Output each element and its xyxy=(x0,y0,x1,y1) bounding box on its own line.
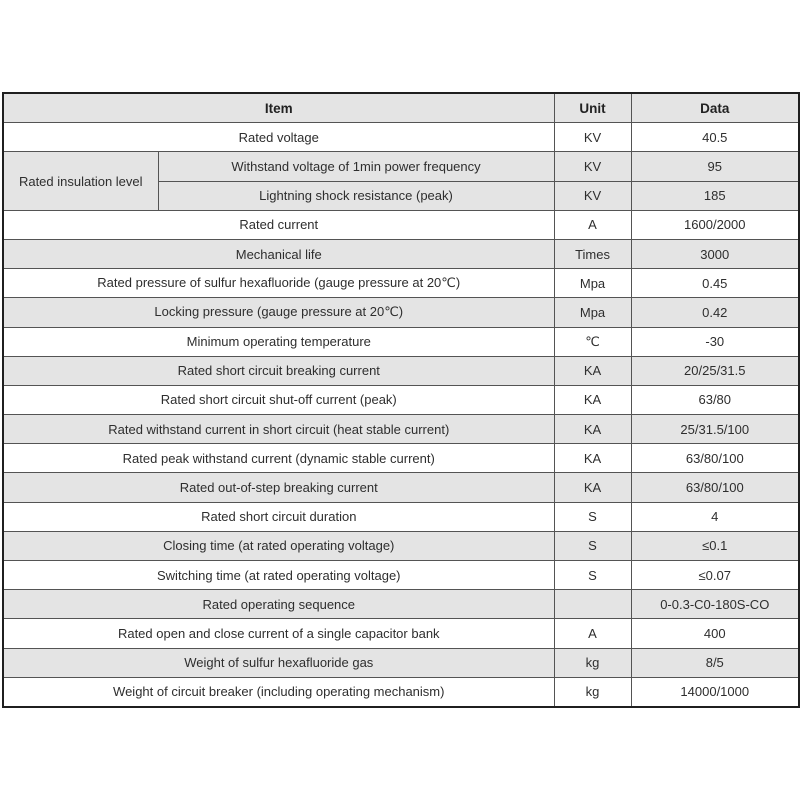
item-cell: Rated open and close current of a single capacitor bank xyxy=(3,619,554,648)
item-cell: Rated peak withstand current (dynamic stable current) xyxy=(3,444,554,473)
item-cell: Mechanical life xyxy=(3,239,554,268)
item-cell: Rated withstand current in short circuit (heat stable current) xyxy=(3,415,554,444)
item-cell: Rated short circuit shut-off current (peak) xyxy=(3,385,554,414)
data-cell: 14000/1000 xyxy=(631,677,799,707)
unit-cell: Times xyxy=(554,239,631,268)
table-row xyxy=(3,648,799,677)
table-header-row xyxy=(3,93,799,123)
unit-cell: Mpa xyxy=(554,269,631,298)
item-cell: Rated pressure of sulfur hexafluoride (gauge pressure at 20℃) xyxy=(3,269,554,298)
table-row xyxy=(3,415,799,444)
unit-cell xyxy=(554,590,631,619)
data-cell: -30 xyxy=(631,327,799,356)
unit-cell: S xyxy=(554,531,631,560)
unit-cell: kg xyxy=(554,677,631,707)
table-row xyxy=(3,531,799,560)
data-cell: 63/80/100 xyxy=(631,473,799,502)
item-cell: Rated operating sequence xyxy=(3,590,554,619)
item-cell: Locking pressure (gauge pressure at 20℃) xyxy=(3,298,554,327)
item-cell: Withstand voltage of 1min power frequency xyxy=(158,152,554,181)
item-cell: Rated short circuit duration xyxy=(3,502,554,531)
table-row xyxy=(3,385,799,414)
item-cell: Rated out-of-step breaking current xyxy=(3,473,554,502)
data-cell: 400 xyxy=(631,619,799,648)
data-cell: 3000 xyxy=(631,239,799,268)
data-cell: 0.42 xyxy=(631,298,799,327)
unit-cell: KA xyxy=(554,444,631,473)
unit-cell: KA xyxy=(554,385,631,414)
data-cell: 25/31.5/100 xyxy=(631,415,799,444)
data-cell: 0-0.3-C0-180S-CO xyxy=(631,590,799,619)
spec-table-container xyxy=(2,92,798,708)
table-row xyxy=(3,269,799,298)
insulation-group-label-cell: Rated insulation level xyxy=(3,152,158,210)
unit-cell: ℃ xyxy=(554,327,631,356)
unit-cell: KA xyxy=(554,473,631,502)
unit-cell: A xyxy=(554,210,631,239)
table-row xyxy=(3,473,799,502)
item-cell: Minimum operating temperature xyxy=(3,327,554,356)
unit-cell: KV xyxy=(554,181,631,210)
unit-cell: KA xyxy=(554,415,631,444)
data-cell: ≤0.1 xyxy=(631,531,799,560)
data-cell: ≤0.07 xyxy=(631,561,799,590)
data-cell: 20/25/31.5 xyxy=(631,356,799,385)
unit-cell: kg xyxy=(554,648,631,677)
table-row xyxy=(3,210,799,239)
header-data: Data xyxy=(631,93,799,123)
table-row xyxy=(3,298,799,327)
unit-cell: A xyxy=(554,619,631,648)
table-row xyxy=(3,619,799,648)
table-row xyxy=(3,561,799,590)
data-cell: 185 xyxy=(631,181,799,210)
table-row xyxy=(3,590,799,619)
header-item: Item xyxy=(3,93,554,123)
item-cell: Rated current xyxy=(3,210,554,239)
spec-table xyxy=(2,92,800,708)
unit-cell: KV xyxy=(554,123,631,152)
data-cell: 0.45 xyxy=(631,269,799,298)
table-row xyxy=(3,444,799,473)
table-row xyxy=(3,152,799,181)
item-cell: Closing time (at rated operating voltage) xyxy=(3,531,554,560)
unit-cell: KV xyxy=(554,152,631,181)
table-row xyxy=(3,239,799,268)
table-row xyxy=(3,123,799,152)
data-cell: 1600/2000 xyxy=(631,210,799,239)
data-cell: 95 xyxy=(631,152,799,181)
item-cell: Weight of circuit breaker (including operating mechanism) xyxy=(3,677,554,707)
data-cell: 4 xyxy=(631,502,799,531)
data-cell: 8/5 xyxy=(631,648,799,677)
item-cell: Rated voltage xyxy=(3,123,554,152)
item-cell: Weight of sulfur hexafluoride gas xyxy=(3,648,554,677)
item-cell: Switching time (at rated operating voltage) xyxy=(3,561,554,590)
table-row xyxy=(3,327,799,356)
unit-cell: Mpa xyxy=(554,298,631,327)
header-unit: Unit xyxy=(554,93,631,123)
data-cell: 63/80 xyxy=(631,385,799,414)
table-row xyxy=(3,677,799,707)
unit-cell: S xyxy=(554,502,631,531)
item-cell: Lightning shock resistance (peak) xyxy=(158,181,554,210)
item-cell: Rated short circuit breaking current xyxy=(3,356,554,385)
unit-cell: KA xyxy=(554,356,631,385)
data-cell: 63/80/100 xyxy=(631,444,799,473)
data-cell: 40.5 xyxy=(631,123,799,152)
table-row xyxy=(3,356,799,385)
table-row xyxy=(3,502,799,531)
unit-cell: S xyxy=(554,561,631,590)
